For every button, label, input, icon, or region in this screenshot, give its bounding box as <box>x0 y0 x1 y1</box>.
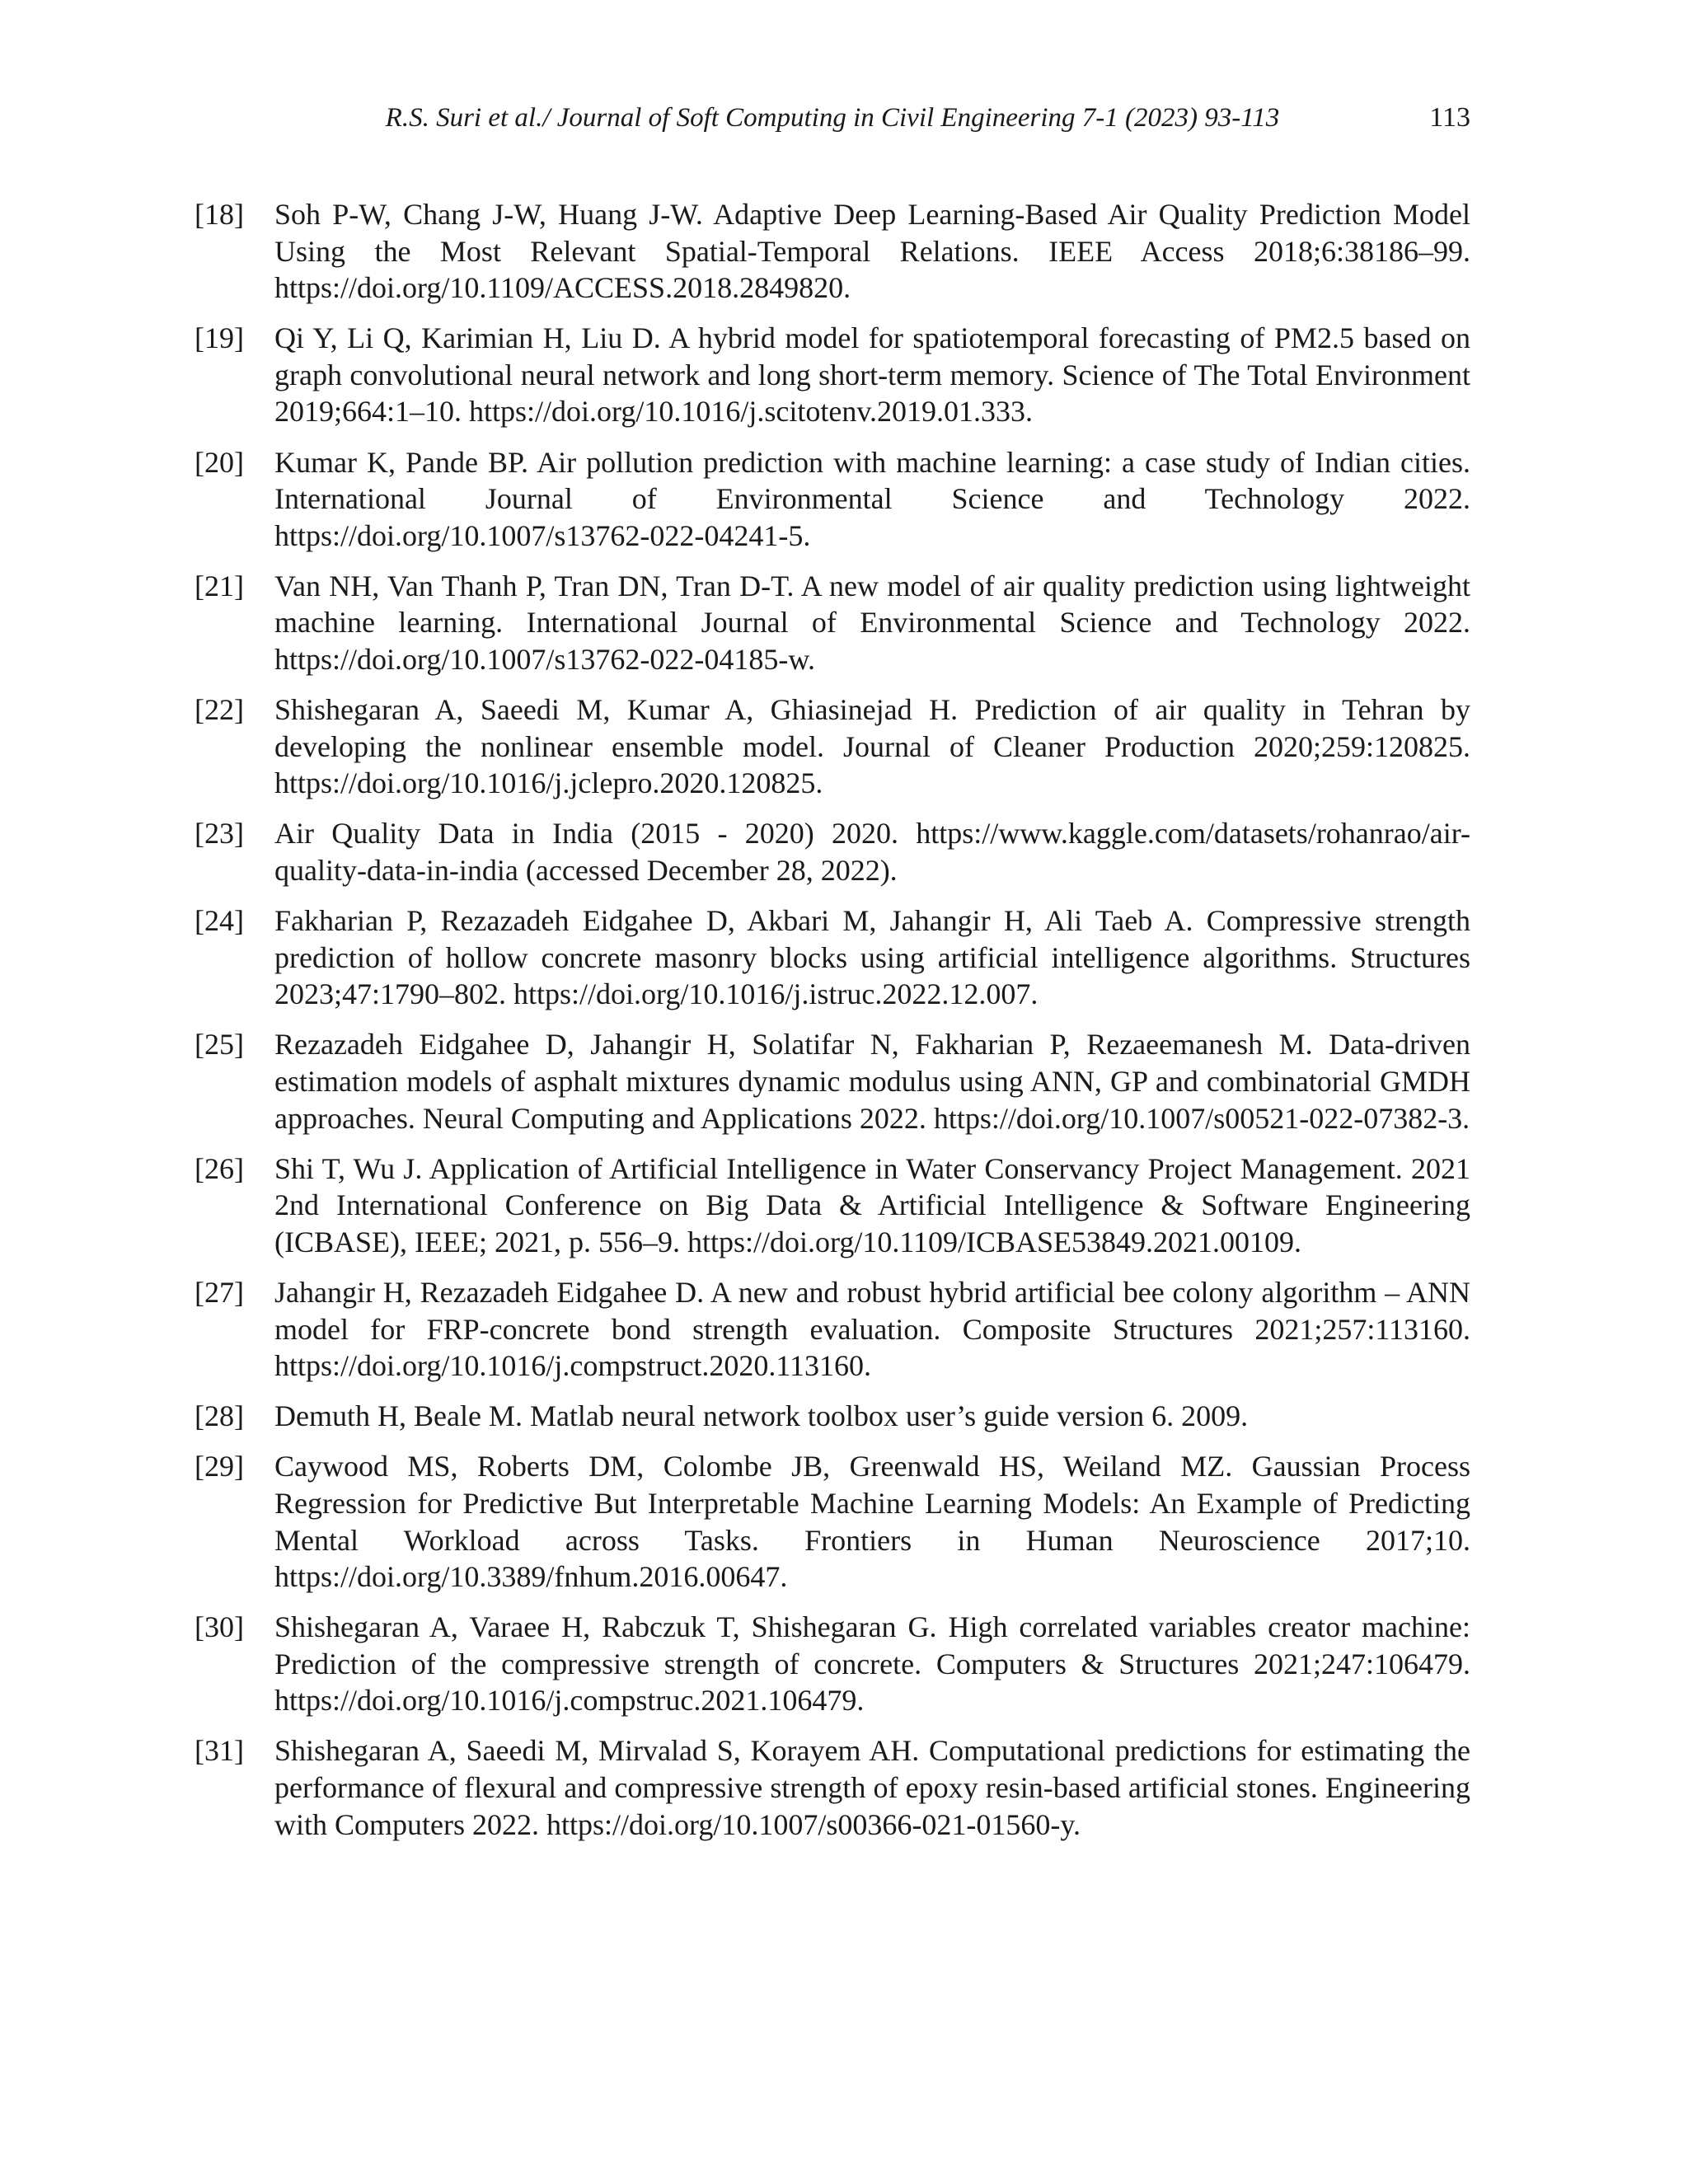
reference-number: [21] <box>195 569 244 602</box>
reference-number: [18] <box>195 198 244 231</box>
reference-text: Caywood MS, Roberts DM, Colombe JB, Greenwald HS, Weiland MZ. Gaussian Process Regression for Predictive But Interpretable Machine Learning Models: An Example of Predicting Mental Workload across Tasks. Frontiers in Human Neuroscience 2017;10. https://doi.org/10.3389/fnhum.2016.00647. <box>274 1450 1470 1594</box>
reference-item <box>195 320 1470 430</box>
reference-number: [30] <box>195 1610 244 1644</box>
reference-number: [26] <box>195 1151 244 1185</box>
reference-item <box>195 568 1470 678</box>
reference-text: Shishegaran A, Saeedi M, Mirvalad S, Korayem AH. Computational predictions for estimating the performance of flexural and compressive strength of epoxy resin-based artificial stones. Engineering with Computers 2022. https://doi.org/10.1007/s00366-021-01560-y. <box>274 1734 1470 1841</box>
reference-text: Jahangir H, Rezazadeh Eidgahee D. A new and robust hybrid artificial bee colony algorithm – ANN model for FRP-concrete bond strength evaluation. Composite Structures 2021;257:113160. https://doi.org/10.1016/j.compstruct.2020.113160. <box>274 1275 1470 1383</box>
reference-text: Shishegaran A, Varaee H, Rabczuk T, Shishegaran G. High correlated variables creator machine: Prediction of the compressive strength of concrete. Computers & Structures 2021;247:106479. https://doi.org/10.1016/j.compstruc.2021.106479. <box>274 1610 1470 1718</box>
reference-item <box>195 1609 1470 1719</box>
reference-item <box>195 1274 1470 1385</box>
reference-number: [19] <box>195 321 244 355</box>
reference-item <box>195 1151 1470 1261</box>
reference-item <box>195 1448 1470 1595</box>
reference-text: Rezazadeh Eidgahee D, Jahangir H, Solatifar N, Fakharian P, Rezaeemanesh M. Data-driven estimation models of asphalt mixtures dynamic modulus using ANN, GP and combinatorial GMDH approaches. Neural Computing and Applications 2022. https://doi.org/10.1007/s00521-022-07382-3. <box>274 1028 1470 1135</box>
reference-number: [20] <box>195 445 244 479</box>
reference-item <box>195 1026 1470 1137</box>
reference-text: Soh P-W, Chang J-W, Huang J-W. Adaptive Deep Learning-Based Air Quality Prediction Model Using the Most Relevant Spatial-Temporal Relations. IEEE Access 2018;6:38186–99. https://doi.org/10.1109/ACCESS.2018.2849820. <box>274 198 1470 305</box>
reference-text: Van NH, Van Thanh P, Tran DN, Tran D-T. A new model of air quality prediction using lightweight machine learning. International Journal of Environmental Science and Technology 2022. https://doi.org/10.1007/s13762-022-04185-w. <box>274 569 1470 677</box>
reference-number: [23] <box>195 817 244 851</box>
reference-list <box>195 196 1470 1857</box>
reference-number: [28] <box>195 1399 244 1433</box>
running-head: R.S. Suri et al./ Journal of Soft Computing in Civil Engineering 7-1 (2023) 93-113 <box>385 103 1280 133</box>
reference-text: Kumar K, Pande BP. Air pollution prediction with machine learning: a case study of Indian cities. International Journal of Environmental Science and Technology 2022. https://doi.org/10.1007/s13762-022-04241-5. <box>274 445 1470 552</box>
reference-number: [29] <box>195 1450 244 1483</box>
reference-item <box>195 444 1470 555</box>
reference-text: Air Quality Data in India (2015 - 2020) 2020. https://www.kaggle.com/datasets/rohanrao/air-quality-data-in-india (accessed December 28, 2022). <box>274 817 1470 887</box>
reference-item <box>195 1398 1470 1435</box>
reference-text: Shi T, Wu J. Application of Artificial Intelligence in Water Conservancy Project Management. 2021 2nd International Conference on Big Data & Artificial Intelligence & Software Engineering (ICBASE), IEEE; 2021, p. 556–9. https://doi.org/10.1109/ICBASE53849.2021.00109. <box>274 1151 1470 1258</box>
reference-number: [27] <box>195 1275 244 1309</box>
reference-number: [24] <box>195 904 244 938</box>
reference-number: [25] <box>195 1028 244 1062</box>
reference-text: Shishegaran A, Saeedi M, Kumar A, Ghiasinejad H. Prediction of air quality in Tehran by developing the nonlinear ensemble model. Journal of Cleaner Production 2020;259:120825. https://doi.org/10.1016/j.jclepro.2020.120825. <box>274 693 1470 800</box>
reference-text: Fakharian P, Rezazadeh Eidgahee D, Akbari M, Jahangir H, Ali Taeb A. Compressive strength prediction of hollow concrete masonry blocks using artificial intelligence algorithms. Structures 2023;47:1790–802. https://doi.org/10.1016/j.istruc.2022.12.007. <box>274 904 1470 1011</box>
page-number: 113 <box>1429 102 1470 133</box>
reference-text: Qi Y, Li Q, Karimian H, Liu D. A hybrid model for spatiotemporal forecasting of PM2.5 based on graph convolutional neural network and long short-term memory. Science of The Total Environment 2019;664:1–10. https://doi.org/10.1016/j.scitotenv.2019.01.333. <box>274 321 1470 429</box>
reference-item <box>195 1732 1470 1843</box>
reference-item <box>195 815 1470 888</box>
reference-item <box>195 196 1470 307</box>
reference-item <box>195 902 1470 1013</box>
reference-text: Demuth H, Beale M. Matlab neural network toolbox user’s guide version 6. 2009. <box>274 1399 1249 1433</box>
reference-item <box>195 691 1470 802</box>
reference-number: [22] <box>195 693 244 727</box>
page-header <box>195 97 1470 138</box>
reference-number: [31] <box>195 1734 244 1768</box>
